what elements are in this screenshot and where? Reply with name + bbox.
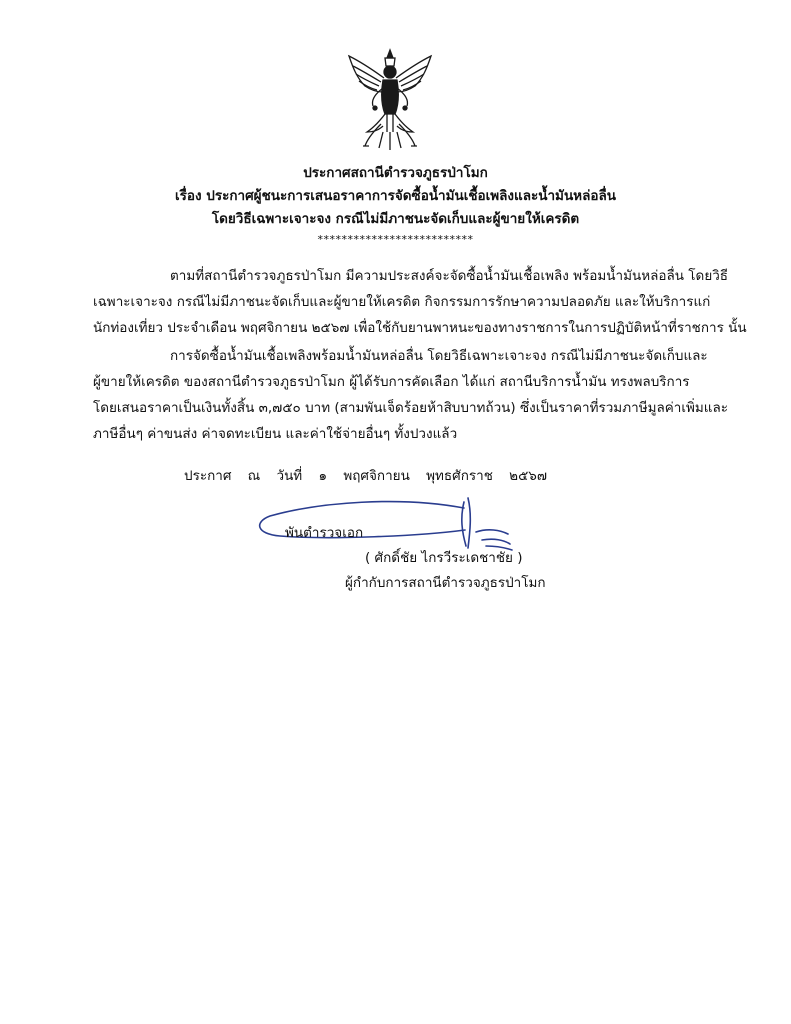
paragraph1-line: เฉพาะเจาะจง กรณีไม่มีภาชนะจัดเก็บและผู้ขายให้เครดิต กิจกรรมการรักษาความปลอดภัย และให้บริการแก่: [93, 294, 711, 310]
signatory-position: ผู้กำกับการสถานีตำรวจภูธรป่าโมก: [345, 575, 546, 591]
signatory-rank: พันตำรวจเอก: [285, 525, 364, 541]
announcement-date: ประกาศ ณ วันที่ ๑ พฤศจิกายน พุทธศักราช ๒๕๖๗: [184, 468, 548, 484]
garuda-emblem-icon: [343, 48, 437, 152]
heading-separator: **************************: [317, 233, 474, 246]
paragraph1-line: นักท่องเที่ยว ประจำเดือน พฤศจิกายน ๒๕๖๗ เพื่อใช้กับยานพาหนะของทางราชการในการปฏิบัติหน้าที่ราชการ นั้น: [93, 320, 747, 336]
paragraph2-line: ผู้ขายให้เครดิต ของสถานีตำรวจภูธรป่าโมก ผู้ได้รับการคัดเลือก ได้แก่ สถานีบริการน้ำมัน ทรงพลบริการ: [93, 374, 690, 390]
paragraph2-line: โดยเสนอราคาเป็นเงินทั้งสิ้น ๓,๗๕๐ บาท (สามพันเจ็ดร้อยห้าสิบบาทถ้วน) ซึ่งเป็นราคาที่รวมภาษีมูลค่าเพิ่มและ: [93, 400, 729, 416]
paragraph2-line: การจัดซื้อน้ำมันเชื้อเพลิงพร้อมน้ำมันหล่อลื่น โดยวิธีเฉพาะเจาะจง กรณีไม่มีภาชนะจัดเก็บและ: [170, 348, 708, 364]
document-subject-method: โดยวิธีเฉพาะเจาะจง กรณีไม่มีภาชนะจัดเก็บและผู้ขายให้เครดิต: [211, 211, 580, 227]
paragraph2-line: ภาษีอื่นๆ ค่าขนส่ง ค่าจดทะเบียน และค่าใช้จ่ายอื่นๆ ทั้งปวงแล้ว: [93, 426, 458, 442]
document-subject: เรื่อง ประกาศผู้ชนะการเสนอราคาการจัดซื้อน้ำมันเชื้อเพลิงและน้ำมันหล่อลื่น: [175, 188, 616, 204]
paragraph1-line: ตามที่สถานีตำรวจภูธรป่าโมก มีความประสงค์จะจัดซื้อน้ำมันเชื้อเพลิง พร้อมน้ำมันหล่อลื่น โดยวิธี: [170, 268, 729, 284]
signatory-name: ( ศักดิ์ชัย ไกรวีระเดชาชัย ): [365, 550, 523, 566]
document-title: ประกาศสถานีตำรวจภูธรป่าโมก: [303, 165, 488, 181]
